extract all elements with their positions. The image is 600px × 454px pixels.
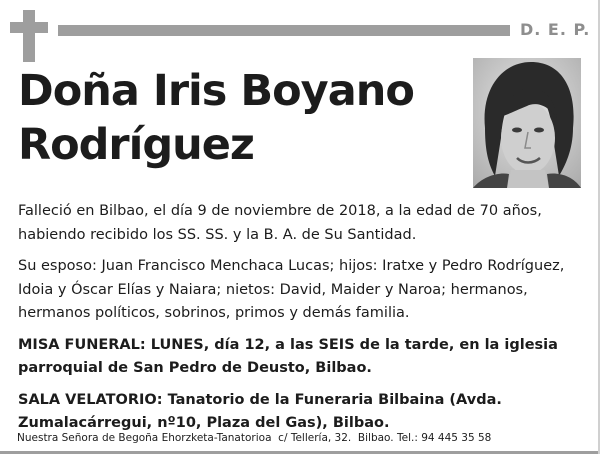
wake-room: SALA VELATORIO: Tanatorio de la Funeraria Bilbaina (Avda. Zumalacárregui, nº10, Plaza del Gas), Bilbao. xyxy=(18,391,502,431)
death-announcement: Falleció en Bilbao, el día 9 de noviembre de 2018, a la edad de 70 años, habiendo recibido los SS. SS. y la B. A. de Su Santidad. xyxy=(18,203,542,243)
deceased-name xyxy=(18,64,458,172)
name-line-1: Doña Iris Boyano xyxy=(18,66,414,116)
header-rule xyxy=(58,25,510,36)
obituary-body xyxy=(18,200,584,436)
dep-label: D. E. P. xyxy=(520,20,591,39)
funeral-mass: MISA FUNERAL: LUNES, día 12, a las SEIS de la tarde, en la iglesia parroquial de San Pedro de Deusto, Bilbao. xyxy=(18,336,558,376)
family-list: Su esposo: Juan Francisco Menchaca Lucas; hijos: Iratxe y Pedro Rodríguez, Idoia y Óscar Elías y Naiara; nietos: David, Maider y Naroa; hermanos, hermanos políticos, sobrinos, primos y demás familia. xyxy=(18,258,565,321)
portrait-photo xyxy=(473,58,581,188)
name-line-2: Rodríguez xyxy=(18,120,254,170)
cross-icon xyxy=(10,10,48,62)
funeral-home-footer: Nuestra Señora de Begoña Ehorzketa-Tanatorioa c/ Tellería, 32. Bilbao. Tel.: 94 445 35 58 xyxy=(17,432,492,444)
